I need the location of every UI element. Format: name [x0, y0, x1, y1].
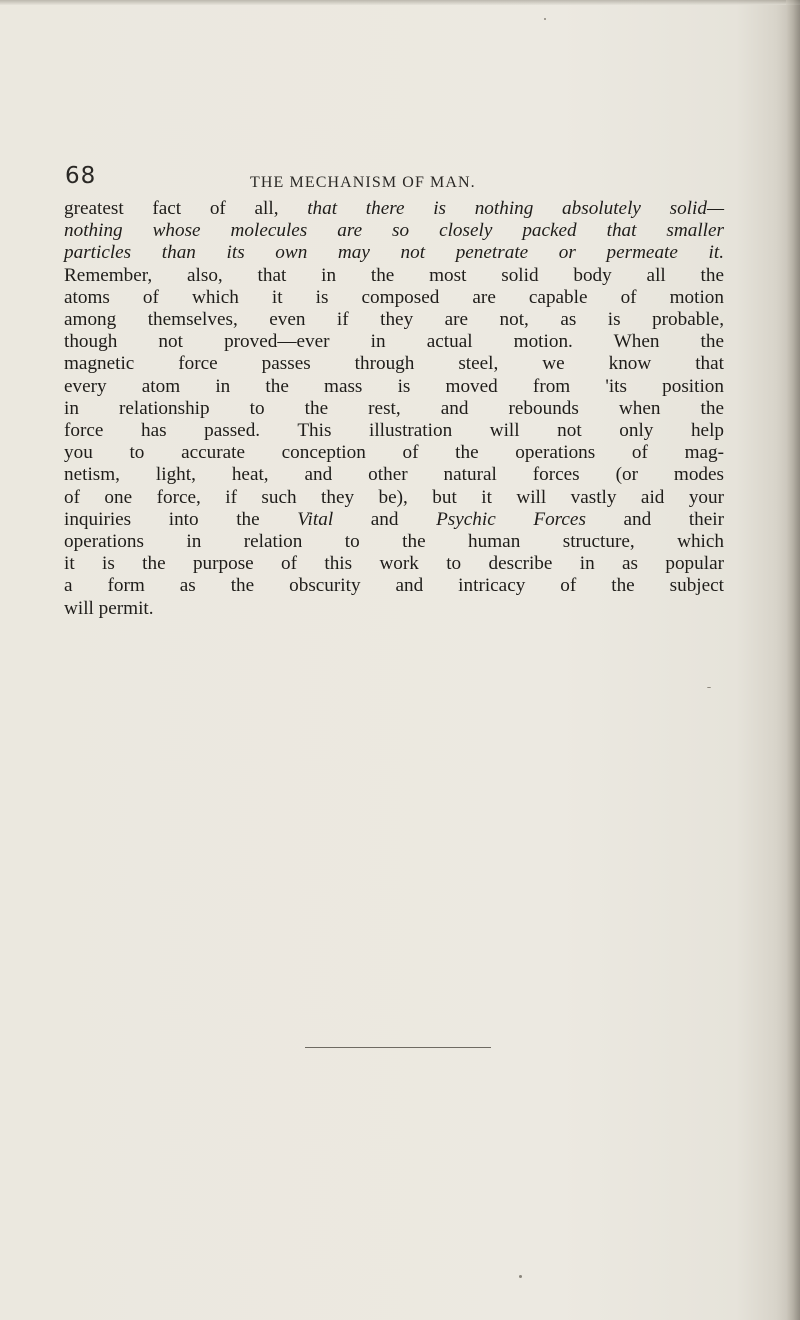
- running-head: THE MECHANISM OF MAN.: [250, 174, 476, 191]
- text-line: greatest fact of all, that there is nothing absolutely solid—: [64, 198, 725, 219]
- text-line: nothing whose molecules are so closely packed that smaller: [64, 220, 724, 242]
- text-line: netism, light, heat, and other natural forces (or modes: [64, 464, 724, 486]
- text-line: will permit.: [64, 597, 154, 619]
- page-binding-edge: [786, 0, 800, 1320]
- text-line: force has passed. This illustration will not only help: [64, 420, 724, 442]
- text-line: particles than its own may not penetrate or permeate it.: [64, 242, 724, 264]
- paper-speck: [707, 687, 711, 688]
- section-rule: [305, 1047, 491, 1048]
- text-line: it is the purpose of this work to describe in as popular: [64, 553, 724, 575]
- text-line: among themselves, even if they are not, as is probable,: [64, 309, 724, 331]
- text-line: though not proved—ever in actual motion. When the: [64, 331, 724, 353]
- page-top-edge-shadow: [0, 0, 800, 5]
- text-line: of one force, if such they be), but it will vastly aid your: [64, 486, 724, 508]
- text-line: magnetic force passes through steel, we know that: [64, 353, 724, 375]
- text-line: atoms of which it is composed are capable of motion: [64, 286, 724, 308]
- text-line: every atom in the mass is moved from 'its position: [64, 375, 724, 397]
- text-line: operations in relation to the human structure, which: [64, 531, 724, 553]
- text-line: a form as the obscurity and intricacy of the subject: [64, 575, 724, 597]
- text-line: inquiries into the Vital and Psychic Forces and their: [64, 508, 724, 530]
- text-line: in relationship to the rest, and rebounds when the: [64, 397, 724, 419]
- page-number: 68: [65, 163, 97, 189]
- text-line: Remember, also, that in the most solid body all the: [64, 264, 724, 286]
- paper-speck: [519, 1275, 522, 1278]
- text-line: you to accurate conception of the operations of mag-: [64, 442, 724, 464]
- body-paragraph: [64, 198, 724, 620]
- paper-speck: [544, 18, 546, 20]
